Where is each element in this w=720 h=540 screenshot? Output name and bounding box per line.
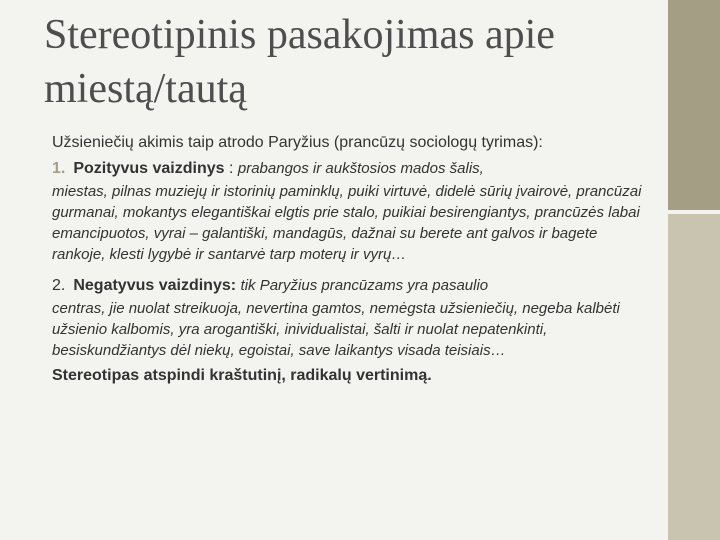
item-1-lead: prabangos ir aukštosios mados šalis, [237, 160, 484, 177]
decorative-bar-top [668, 0, 720, 210]
decorative-bar-bottom [668, 214, 720, 540]
item-2-lead: tik Paryžius prancūzams yra pasaulio [240, 277, 489, 294]
intro-text: Užsieniečių akimis taip atrodo Paryžius (prancūzų sociologų tyrimas): [52, 134, 543, 151]
item-1-number: 1. [52, 160, 66, 177]
item-2-number: 2. [52, 277, 66, 294]
slide-body [52, 132, 652, 387]
item-1-detail: miestas, pilnas muziejų ir istorinių paminklų, puiki virtuvė, didelė sūrių įvairovė, prancūzai gurmanai, mokantys elegantiškai elgtis prie stalo, puikiai besirengiantys, prancūzės labai emancipuotos, vyrai – galantiški, mandagūs, dažnai su berete ant galvos ir bagete rankoje, klesti lygybė ir santarvė tarp moterų ir vyrų… [52, 183, 642, 263]
item-2-detail: centras, jie nuolat streikuoja, nevertina gamtos, nemėgsta užsieniečių, negeba kalbėti užsienio kalbomis, yra arogantiški, inividualistai, šalti ir nuolat nepatenkinti, besiskundžiantys dėl niekų, egoistai, save laikantys visada teisiais… [52, 300, 620, 359]
slide-title: Stereotipinis pasakojimas apie miestą/tautą [44, 12, 555, 112]
item-1-separator: : [224, 160, 238, 177]
item-1-heading: Pozityvus vaizdinys [73, 160, 225, 177]
item-1-heading-line [52, 158, 652, 180]
item-2-heading: Negatyvus vaizdinys: [73, 277, 237, 294]
item-2-heading-line [52, 275, 652, 297]
conclusion-text: Stereotipas atspindi kraštutinį, radikalų vertinimą. [52, 367, 432, 384]
